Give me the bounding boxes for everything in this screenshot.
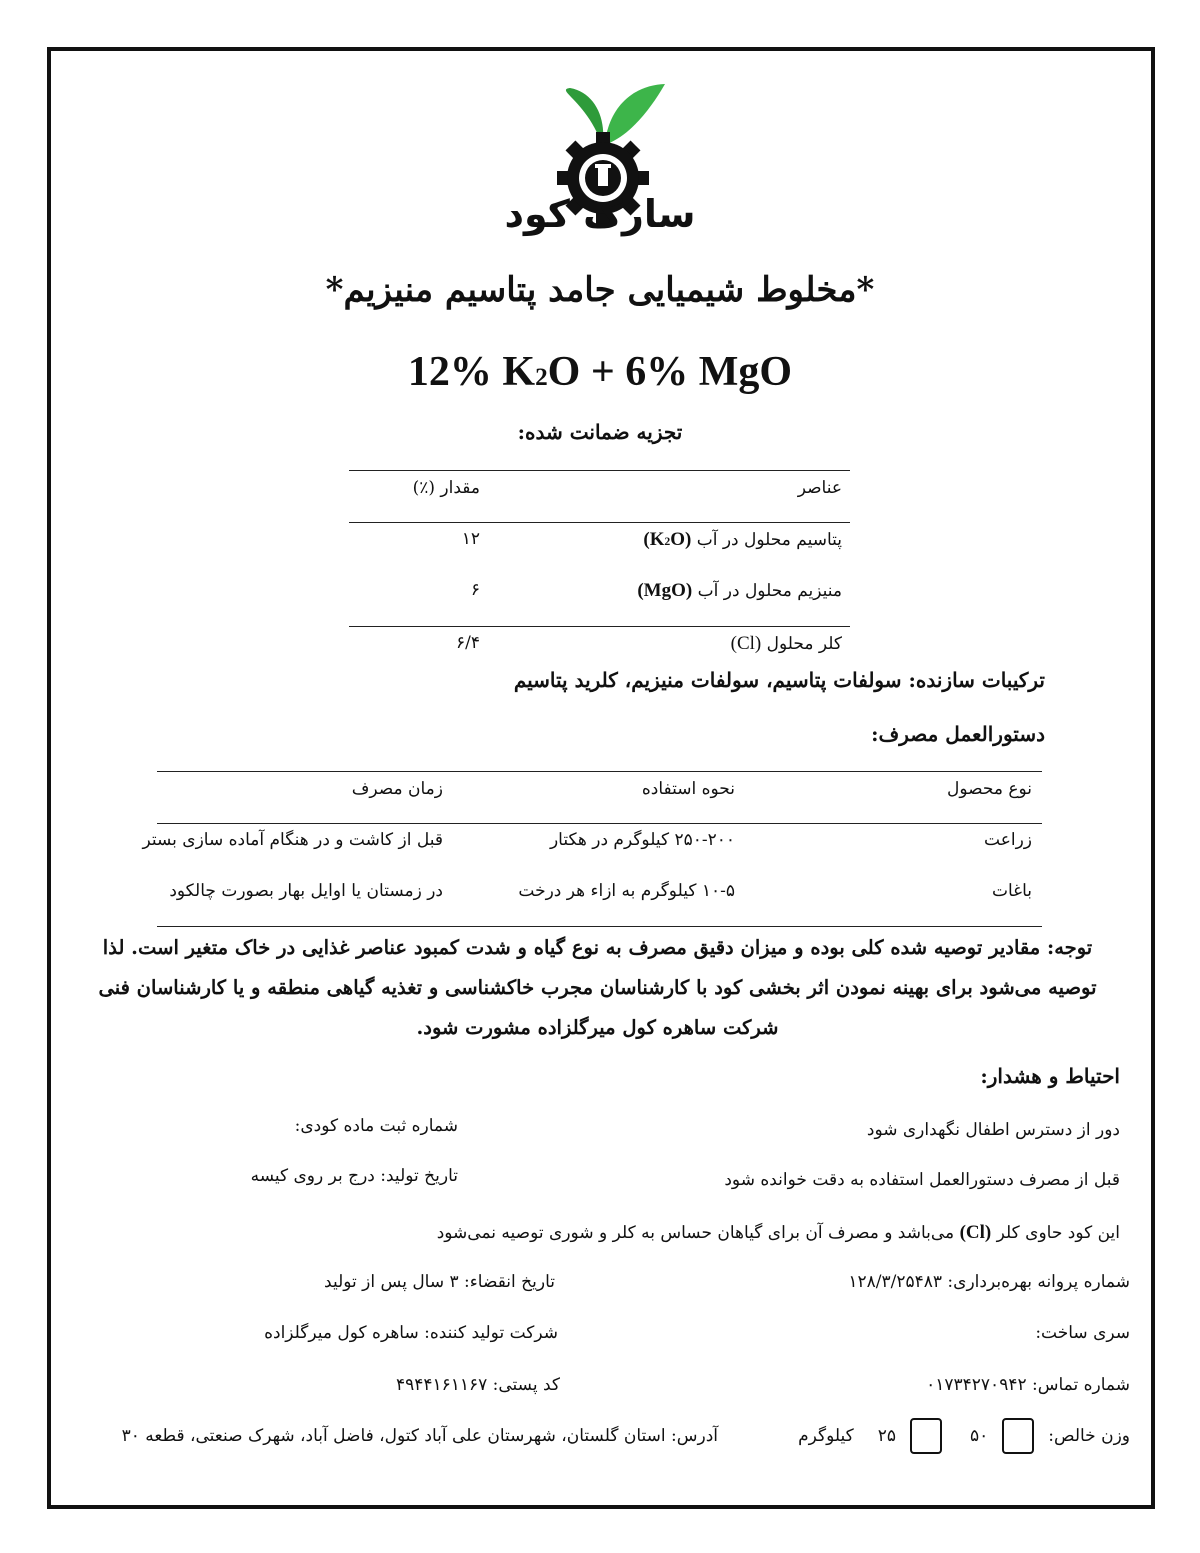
- analysis-col-amount: مقدار (٪): [412, 478, 480, 498]
- analysis-row-name: کلر محلول (Cl): [730, 633, 842, 654]
- chlorine-warning: این کود حاوی کلر (Cl) می‌باشد و مصرف آن برای گیاهان حساس به کلر و شوری توصیه نمی‌شود: [436, 1222, 1120, 1243]
- usage-col-time: زمان مصرف: [351, 779, 443, 799]
- formula-part-b: O + 6% MgO: [547, 349, 793, 395]
- usage-row-time: در زمستان یا اوایل بهار بصورت چالکود: [169, 881, 443, 901]
- analysis-row-name: پتاسیم محلول در آب (K2O): [643, 529, 842, 550]
- caution-keep-away: دور از دسترس اطفال نگهداری شود: [866, 1120, 1120, 1140]
- usage-col-product: نوع محصول: [946, 779, 1032, 799]
- caution-heading: احتیاط و هشدار:: [980, 1064, 1120, 1088]
- address: آدرس: استان گلستان، شهرستان علی آباد کتول، فاضل آباد، شهرک صنعتی، قطعه ۳۰: [121, 1426, 718, 1446]
- analysis-heading: تجزیه ضمانت شده:: [517, 420, 683, 444]
- caution-read-first: قبل از مصرف دستورالعمل استفاده به دقت خوانده شود: [724, 1170, 1120, 1190]
- net-weight-label: وزن خالص:: [1048, 1426, 1130, 1446]
- phone-number: شماره تماس: ۰۱۷۳۴۲۷۰۹۴۲: [926, 1375, 1130, 1395]
- license-number: شماره پروانه بهره‌برداری: ۱۲۸/۳/۲۵۴۸۳: [848, 1272, 1130, 1292]
- net-weight: [798, 1418, 1130, 1454]
- production-date: تاریخ تولید: درج بر روی کیسه: [250, 1166, 458, 1186]
- weight-25-label: ۲۵: [877, 1426, 896, 1446]
- product-title: *مخلوط شیمیایی جامد پتاسیم منیزیم*: [325, 270, 875, 310]
- usage-row-time: قبل از کاشت و در هنگام آماده سازی بستر: [142, 830, 443, 850]
- weight-25-checkbox[interactable]: [910, 1418, 942, 1454]
- brand-name: سارک کود: [504, 192, 696, 236]
- usage-row-method: ۱۰-۵ کیلوگرم به ازاء هر درخت: [518, 881, 735, 901]
- postal-code: کد پستی: ۴۹۴۴۱۶۱۱۶۷: [395, 1375, 560, 1395]
- batch-number: سری ساخت:: [1035, 1323, 1130, 1343]
- expiry-date: تاریخ انقضاء: ۳ سال پس از تولید: [324, 1272, 555, 1292]
- usage-row-product: باغات: [992, 881, 1032, 901]
- divider: [157, 823, 1042, 824]
- formula-part-a: 12% K: [407, 349, 536, 395]
- divider: [157, 926, 1042, 927]
- usage-heading: دستورالعمل مصرف:: [871, 722, 1045, 746]
- divider: [349, 522, 850, 523]
- analysis-row-name: منیزیم محلول در آب (MgO): [637, 580, 842, 601]
- analysis-row-value: ۱۲: [461, 529, 480, 549]
- product-formula: [0, 348, 1200, 396]
- usage-row-product: زراعت: [984, 830, 1032, 850]
- analysis-col-element: عناصر: [797, 478, 842, 498]
- divider: [349, 626, 850, 627]
- weight-50-checkbox[interactable]: [1002, 1418, 1034, 1454]
- weight-unit: کیلوگرم: [798, 1426, 854, 1446]
- registration-number: شماره ثبت ماده کودی:: [294, 1116, 458, 1136]
- divider: [349, 470, 850, 471]
- ingredients: ترکیبات سازنده: سولفات پتاسیم، سولفات منیزیم، کلرید پتاسیم: [513, 668, 1045, 692]
- analysis-row-value: ۶/۴: [456, 633, 480, 653]
- usage-col-method: نحوه استفاده: [641, 779, 735, 799]
- analysis-row-value: ۶: [470, 580, 480, 600]
- usage-note: توجه: مقادیر توصیه شده کلی بوده و میزان دقیق مصرف به نوع گیاه و شدت کمبود عناصر غذایی در خاک متغیر است. لذا توصیه می‌شود برای بهینه نمودن اثر بخشی کود با کارشناسان مجرب خاکشناسی و تغذیه گیاهی منطقه و یا کارشناسان فنی شرکت ساهره کول میرگلزاده مشورت شود.: [98, 936, 1097, 1039]
- formula-subscript: 2: [535, 364, 548, 391]
- weight-50-label: ۵۰: [970, 1426, 989, 1446]
- divider: [157, 771, 1042, 772]
- usage-row-method: ۲۵۰-۲۰۰ کیلوگرم در هکتار: [549, 830, 735, 850]
- manufacturer: شرکت تولید کننده: ساهره کول میرگلزاده: [264, 1323, 558, 1343]
